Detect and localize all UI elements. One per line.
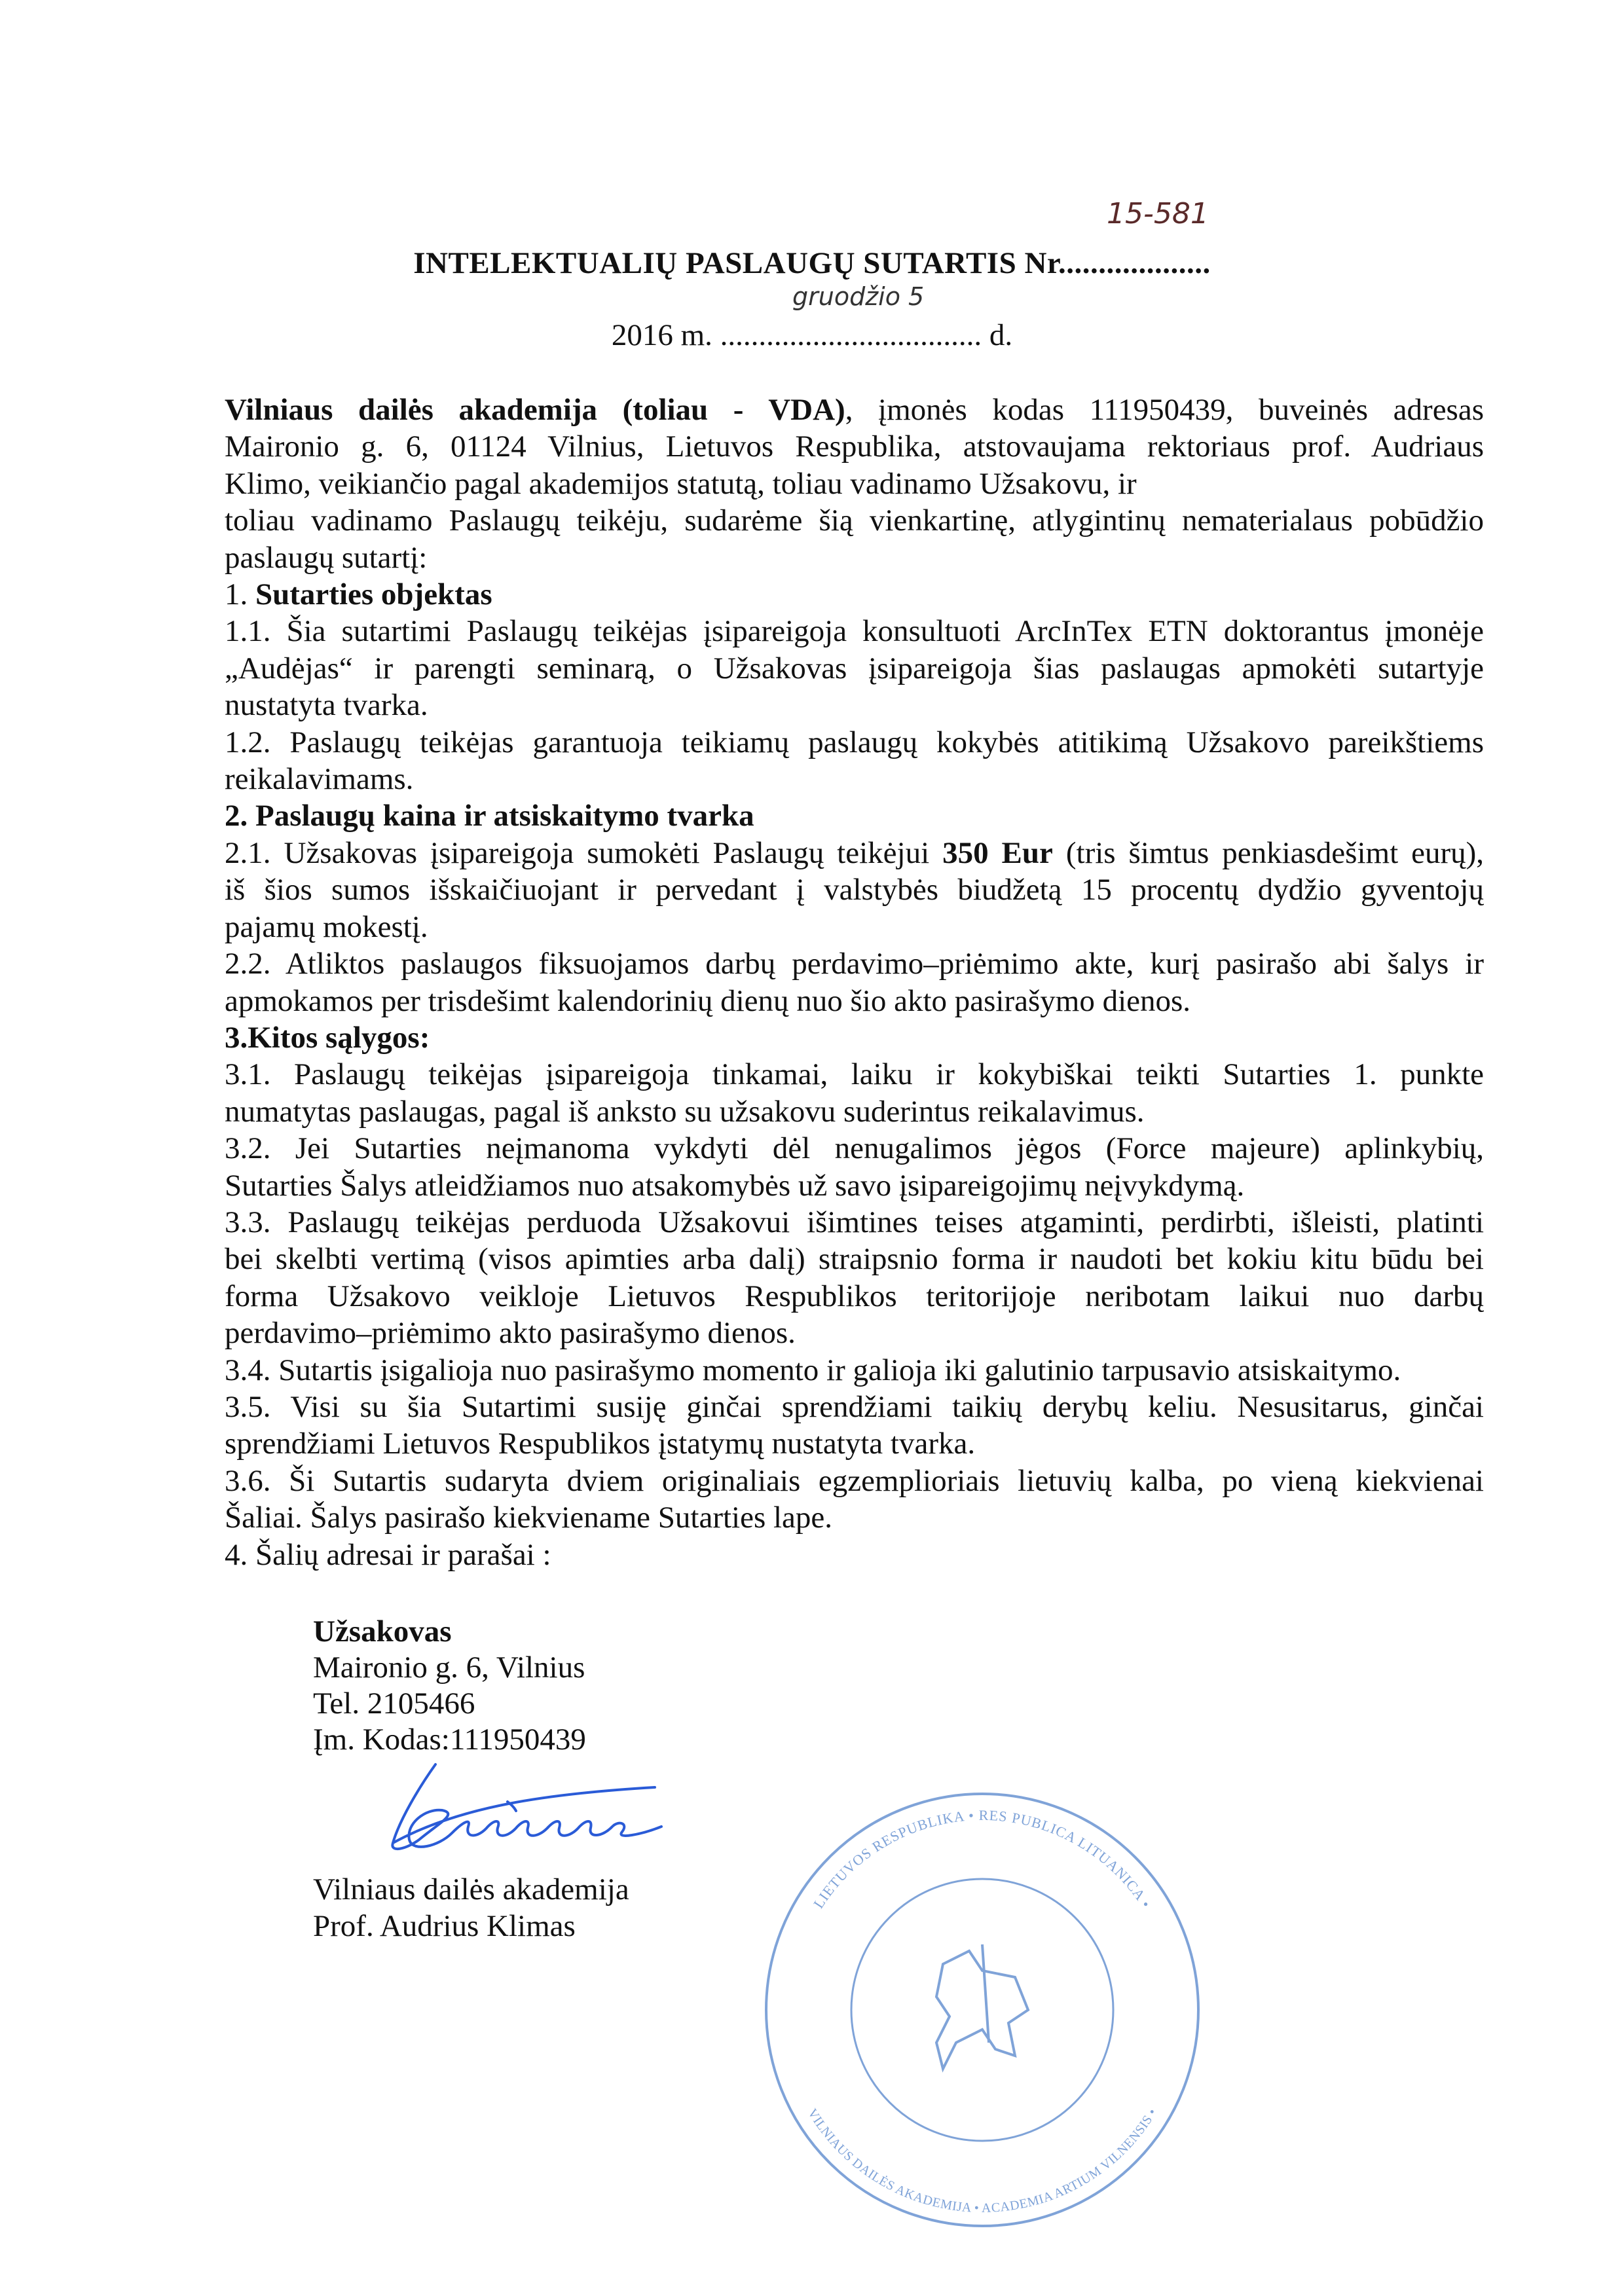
text-segment: reikalavimams. — [225, 762, 414, 797]
text-line — [225, 613, 1484, 649]
bold-text: 350 Eur — [942, 835, 1053, 870]
text-line — [225, 1499, 1484, 1536]
text-line — [225, 1315, 1484, 1351]
text-line — [225, 1241, 1484, 1277]
stamp-outer-ring — [766, 1794, 1198, 2226]
text-segment: 3.6. Ši Sutartis sudaryta dviem originaliais egzemplioriais lietuvių kalba, po vieną kiekvienai — [225, 1463, 1484, 1498]
text-line — [225, 428, 1484, 465]
text-segment: Maironio g. 6, 01124 Vilnius, Lietuvos Respublika, atstovaujama rektoriaus prof. Audriaus — [225, 429, 1484, 464]
stamp-inner-text: VILNIAUS DAILĖS AKADEMIJA • ACADEMIA ARTIUM VILNENSIS • — [805, 2105, 1160, 2215]
signatory-block — [313, 1871, 629, 1944]
client-address: Maironio g. 6, Vilnius — [313, 1650, 585, 1685]
text-segment: 2.1. Užsakovas įsipareigoja sumokėti Paslaugų teikėjui — [225, 835, 943, 870]
handwritten-contract-number: 15-581 — [1107, 197, 1209, 230]
text-line — [225, 871, 1484, 908]
text-line — [225, 724, 1484, 761]
stamp-outer-text: LIETUVOS RESPUBLIKA • RES PUBLICA LITUANICA • — [810, 1806, 1154, 1912]
text-line — [225, 1278, 1484, 1315]
text-line — [225, 835, 1484, 871]
text-line — [225, 1389, 1484, 1425]
text-line — [225, 576, 1484, 613]
bold-text: 2. Paslaugų kaina ir atsiskaitymo tvarka — [225, 799, 754, 833]
text-line — [225, 465, 1484, 502]
svg-text:VILNIAUS DAILĖS AKADEMIJA • AC — [805, 2106, 1159, 2215]
date-dots: .................................. — [720, 318, 982, 352]
text-segment: 3.2. Jei Sutarties neįmanoma vykdyti dėl nenugalimos jėgos (Force majeure) aplinkybių, — [225, 1131, 1484, 1166]
bold-text: Sutarties objektas — [255, 577, 492, 612]
text-segment: pajamų mokestį. — [225, 909, 428, 944]
text-segment: 2.2. Atliktos paslaugos fiksuojamos darbų perdavimo–priėmimo akte, kurį pasirašo abi šalys ir — [225, 947, 1484, 981]
bold-text: 3.Kitos sąlygos: — [225, 1020, 430, 1055]
text-segment: Sutarties Šalys atleidžiamos nuo atsakomybės už savo įsipareigojimų neįvykdymą. — [225, 1168, 1245, 1203]
text-segment: iš šios sumos išskaičiuojant ir pervedant į valstybės biudžetą 15 procentų dydžio gyventojų — [225, 873, 1484, 907]
text-segment: toliau vadinamo Paslaugų teikėju, sudarėme šią vienkartinę, atlygintinų nematerialaus pobūdžio — [225, 503, 1484, 538]
bold-text: Vilniaus dailės akademija (toliau - VDA) — [225, 393, 845, 427]
text-line — [225, 1167, 1484, 1204]
text-line — [225, 983, 1484, 1019]
contract-date — [0, 318, 1624, 353]
text-line — [225, 1537, 1484, 1573]
text-segment: sprendžiami Lietuvos Respublikos įstatymų nustatyta tvarka. — [225, 1427, 976, 1461]
text-line — [225, 1204, 1484, 1241]
text-segment: 3.5. Visi su šia Sutartimi susiję ginčai sprendžiami taikių derybų keliu. Nesusitarus, ginčai — [225, 1389, 1484, 1424]
text-line — [225, 1425, 1484, 1462]
client-company-code: Įm. Kodas:111950439 — [313, 1722, 586, 1757]
text-line — [225, 797, 1484, 834]
text-line — [225, 687, 1484, 723]
text-segment: Šaliai. Šalys pasirašo kiekviename Sutarties lape. — [225, 1501, 833, 1535]
text-segment: apmokamos per trisdešimt kalendorinių dienų nuo šio akto pasirašymo dienos. — [225, 983, 1191, 1018]
text-segment: 1.2. Paslaugų teikėjas garantuoja teikiamų paslaugų kokybės atitikimą Užsakovo pareikštiems — [225, 725, 1484, 759]
signatory-organization: Vilniaus dailės akademija — [313, 1872, 629, 1906]
text-line — [225, 539, 1484, 576]
text-line — [225, 1056, 1484, 1093]
handwritten-date: gruodžio 5 — [792, 282, 925, 311]
knight-emblem-icon — [936, 1944, 1028, 2069]
text-line — [225, 502, 1484, 539]
stamp-inner-ring — [851, 1879, 1113, 2141]
text-segment: 1.1. Šia sutartimi Paslaugų teikėjas įsipareigoja konsultuoti ArcInTex ETN doktorantus įmonėje — [225, 614, 1484, 649]
client-phone: Tel. 2105466 — [313, 1686, 475, 1721]
text-segment: numatytas paslaugas, pagal iš anksto su užsakovu suderintus reikalavimus. — [225, 1094, 1145, 1129]
signature — [380, 1761, 694, 1859]
text-segment: forma Užsakovo veikloje Lietuvos Respublikos teritorijoje neribotam laikui nuo darbų — [225, 1279, 1484, 1313]
text-line — [225, 1463, 1484, 1499]
text-segment: „Audėjas“ ir parengti seminarą, o Užsakovas įsipareigoja šias paslaugas apmokėti sutartyje — [225, 651, 1484, 685]
text-segment: nustatyta tvarka. — [225, 688, 428, 723]
text-line — [225, 909, 1484, 945]
title-text: INTELEKTUALIŲ PASLAUGŲ SUTARTIS Nr. — [413, 246, 1067, 280]
client-heading: Užsakovas — [313, 1614, 452, 1649]
text-segment: bei skelbti vertimą (visos apimties arba dalį) straipsnio forma ir naudoti bet kokiu kitu būdu bei — [225, 1242, 1484, 1277]
svg-text:LIETUVOS RESPUBLIKA • RES PUBL — [810, 1807, 1154, 1911]
text-segment: paslaugų sutartį: — [225, 540, 428, 575]
client-address-block — [313, 1614, 586, 1758]
text-line — [225, 1019, 1484, 1056]
text-segment: perdavimo–priėmimo akto pasirašymo dienos. — [225, 1316, 796, 1351]
signatory-name: Prof. Audrius Klimas — [313, 1909, 576, 1943]
text-segment: 4. Šalių adresai ir parašai : — [225, 1537, 551, 1572]
official-stamp — [753, 1781, 1211, 2239]
text-segment: 1. — [225, 577, 255, 612]
text-line — [225, 392, 1484, 428]
title-number-dots: .................. — [1066, 246, 1211, 280]
text-line — [225, 945, 1484, 982]
text-line — [225, 1093, 1484, 1130]
date-year: 2016 m. — [611, 318, 712, 352]
text-line — [225, 761, 1484, 797]
contract-body — [225, 392, 1484, 1573]
text-segment: , įmonės kodas 111950439, buveinės adresas — [845, 393, 1484, 427]
contract-title — [0, 246, 1624, 281]
text-line — [225, 1352, 1484, 1389]
text-line — [225, 650, 1484, 687]
text-segment: Klimo, veikiančio pagal akademijos statutą, toliau vadinamo Užsakovu, ir — [225, 466, 1137, 501]
text-line — [225, 1130, 1484, 1167]
text-segment: 3.1. Paslaugų teikėjas įsipareigoja tinkamai, laiku ir kokybiškai teikti Sutarties 1. punkte — [225, 1057, 1484, 1092]
text-segment: 3.3. Paslaugų teikėjas perduoda Užsakovui išimtines teises atgaminti, perdirbti, išleisti, platinti — [225, 1205, 1484, 1239]
text-segment: 3.4. Sutartis įsigalioja nuo pasirašymo momento ir galioja iki galutinio tarpusavio atsiskaitymo. — [225, 1353, 1401, 1387]
date-day-suffix: d. — [989, 318, 1013, 352]
text-segment: (tris šimtus penkiasdešimt eurų), — [1052, 835, 1484, 870]
